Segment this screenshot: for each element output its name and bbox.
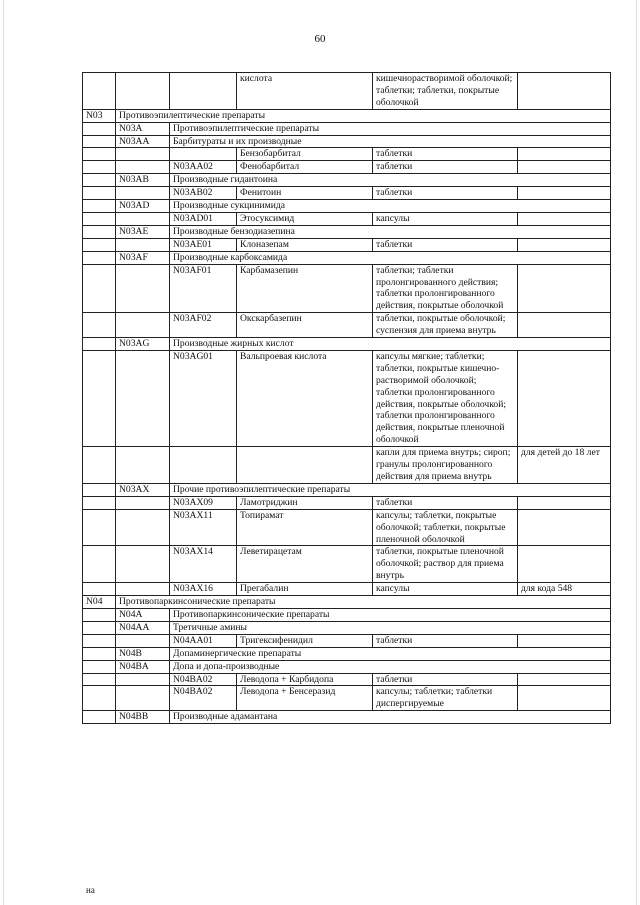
subgroup-code-cell: N03AE	[116, 225, 170, 238]
note-cell: для кода 548	[518, 583, 611, 596]
table-cell	[83, 122, 116, 135]
subgroup-title-cell: Допаминергические препараты	[170, 647, 611, 660]
table-row	[83, 711, 611, 724]
subgroup-title-cell: Допа и допа-производные	[170, 660, 611, 673]
table-row	[83, 621, 611, 634]
table-cell	[116, 496, 170, 509]
table-cell	[116, 673, 170, 686]
note-cell	[518, 187, 611, 200]
scan-edge-right	[636, 0, 637, 905]
table-cell	[83, 135, 116, 148]
subgroup-code-cell: N03AA	[116, 135, 170, 148]
note-cell: для детей до 18 лет	[518, 447, 611, 484]
note-cell	[518, 73, 611, 110]
table-cell	[116, 161, 170, 174]
table-row	[83, 546, 611, 583]
table-cell	[83, 496, 116, 509]
note-cell	[518, 509, 611, 546]
subgroup-title-cell: Прочие противоэпилептические препараты	[170, 483, 611, 496]
atc-code-cell: N03AG01	[170, 350, 237, 446]
drug-name-cell: Этосуксимид	[237, 212, 373, 225]
note-cell	[518, 686, 611, 711]
table-row	[83, 135, 611, 148]
table-cell	[83, 509, 116, 546]
table-row	[83, 212, 611, 225]
table-cell	[83, 212, 116, 225]
table-cell	[83, 313, 116, 338]
atc-code-cell: N03AX14	[170, 546, 237, 583]
drug-name-cell: Фенобарбитал	[237, 161, 373, 174]
table-cell	[83, 621, 116, 634]
drug-name-cell: Леветирацетам	[237, 546, 373, 583]
table-cell	[116, 212, 170, 225]
table-cell	[116, 313, 170, 338]
dosage-form-cell: капсулы мягкие; таблетки; таблетки, покрытые кишечно-растворимой оболочкой; таблетки пролонгированного действия, покрытые оболочкой; таблетки пролонгированного действия, покрытые пленочной оболочкой	[373, 350, 518, 446]
subgroup-title-cell: Производные сукцинимида	[170, 200, 611, 213]
drug-name-cell: Вальпроевая кислота	[237, 350, 373, 446]
dosage-form-cell: таблетки	[373, 187, 518, 200]
subgroup-title-cell: Производные жирных кислот	[170, 338, 611, 351]
table-row	[83, 73, 611, 110]
drug-name-cell: Леводопа + Карбидопа	[237, 673, 373, 686]
table-row	[83, 447, 611, 484]
atc-code-cell: N03AF02	[170, 313, 237, 338]
table-row	[83, 148, 611, 161]
table-cell	[83, 634, 116, 647]
table-cell	[83, 660, 116, 673]
table-row	[83, 608, 611, 621]
subgroup-code-cell: N04A	[116, 608, 170, 621]
group-code-cell: N04	[83, 596, 116, 609]
drug-name-cell: Бензобарбитал	[237, 148, 373, 161]
table-row	[83, 264, 611, 313]
dosage-form-cell: таблетки	[373, 161, 518, 174]
note-cell	[518, 546, 611, 583]
atc-code-cell: N03AF01	[170, 264, 237, 313]
table-cell	[83, 546, 116, 583]
atc-code-cell	[170, 148, 237, 161]
atc-code-cell: N04BA02	[170, 673, 237, 686]
table-cell	[83, 200, 116, 213]
dosage-form-cell: таблетки	[373, 673, 518, 686]
table-row	[83, 200, 611, 213]
atc-code-cell: N03AX16	[170, 583, 237, 596]
subgroup-title-cell: Производные карбоксамида	[170, 251, 611, 264]
table-cell	[83, 161, 116, 174]
table-cell	[83, 338, 116, 351]
subgroup-title-cell: Производные бензодиазепина	[170, 225, 611, 238]
table-row	[83, 673, 611, 686]
drug-name-cell: Фенитоин	[237, 187, 373, 200]
table-cell	[116, 238, 170, 251]
table-row	[83, 338, 611, 351]
note-cell	[518, 496, 611, 509]
subgroup-title-cell: Производные адамантана	[170, 711, 611, 724]
table-row	[83, 225, 611, 238]
table-row	[83, 161, 611, 174]
drug-name-cell: Прегабалин	[237, 583, 373, 596]
atc-code-cell: N03AD01	[170, 212, 237, 225]
page-number: 60	[314, 33, 326, 45]
table-cell	[83, 174, 116, 187]
dosage-form-cell: капсулы	[373, 212, 518, 225]
table-cell	[83, 187, 116, 200]
note-cell	[518, 212, 611, 225]
table-cell	[83, 73, 116, 110]
dosage-form-cell: капсулы; таблетки; таблетки диспергируемые	[373, 686, 518, 711]
note-cell	[518, 350, 611, 446]
table-cell	[116, 73, 170, 110]
table-row	[83, 174, 611, 187]
atc-code-cell: N03AE01	[170, 238, 237, 251]
atc-code-cell: N04AA01	[170, 634, 237, 647]
table-cell	[83, 447, 116, 484]
group-title-cell: Противоэпилептические препараты	[116, 109, 611, 122]
drug-name-cell: кислота	[237, 73, 373, 110]
table-row	[83, 350, 611, 446]
table-row	[83, 496, 611, 509]
dosage-form-cell: кишечнорастворимой оболочкой; таблетки; таблетки, покрытые оболочкой	[373, 73, 518, 110]
table-cell	[83, 264, 116, 313]
drug-name-cell: Тригексифенидил	[237, 634, 373, 647]
table-row	[83, 596, 611, 609]
dosage-form-cell: таблетки, покрытые пленочной оболочкой; раствор для приема внутрь	[373, 546, 518, 583]
table-cell	[83, 583, 116, 596]
table-cell	[116, 264, 170, 313]
table-row	[83, 686, 611, 711]
drug-name-cell: Карбамазепин	[237, 264, 373, 313]
note-cell	[518, 264, 611, 313]
drug-name-cell: Клоназепам	[237, 238, 373, 251]
subgroup-code-cell: N03AB	[116, 174, 170, 187]
subgroup-code-cell: N03A	[116, 122, 170, 135]
table-cell	[83, 711, 116, 724]
table-cell	[83, 608, 116, 621]
scan-edge-left	[3, 0, 4, 905]
table-cell	[116, 187, 170, 200]
atc-code-cell	[170, 73, 237, 110]
drug-classification-table	[82, 72, 611, 724]
note-cell	[518, 161, 611, 174]
subgroup-title-cell: Противоэпилептические препараты	[170, 122, 611, 135]
drug-name-cell: Леводопа + Бенсеразид	[237, 686, 373, 711]
table-row	[83, 647, 611, 660]
dosage-form-cell: таблетки	[373, 634, 518, 647]
table-cell	[83, 686, 116, 711]
table-cell	[116, 546, 170, 583]
note-cell	[518, 634, 611, 647]
atc-code-cell	[170, 447, 237, 484]
note-cell	[518, 313, 611, 338]
dosage-form-cell: таблетки	[373, 496, 518, 509]
dosage-form-cell: таблетки	[373, 238, 518, 251]
table-cell	[116, 350, 170, 446]
table-cell	[83, 251, 116, 264]
table-row	[83, 109, 611, 122]
table-cell	[83, 350, 116, 446]
table-row	[83, 583, 611, 596]
atc-code-cell: N03AB02	[170, 187, 237, 200]
atc-code-cell: N03AA02	[170, 161, 237, 174]
table-row	[83, 238, 611, 251]
table-row	[83, 313, 611, 338]
atc-code-cell: N03AX09	[170, 496, 237, 509]
dosage-form-cell: таблетки; таблетки пролонгированного действия; таблетки пролонгированного действия, покрытые оболочкой	[373, 264, 518, 313]
table-row	[83, 483, 611, 496]
subgroup-title-cell: Противопаркинсонические препараты	[170, 608, 611, 621]
table-row	[83, 187, 611, 200]
subgroup-code-cell: N04B	[116, 647, 170, 660]
table-cell	[116, 148, 170, 161]
group-code-cell: N03	[83, 109, 116, 122]
note-cell	[518, 673, 611, 686]
subgroup-title-cell: Третичные амины	[170, 621, 611, 634]
table-cell	[83, 148, 116, 161]
table-cell	[116, 583, 170, 596]
drug-name-cell: Окскарбазепин	[237, 313, 373, 338]
table-row	[83, 660, 611, 673]
subgroup-code-cell: N03AX	[116, 483, 170, 496]
drug-name-cell	[237, 447, 373, 484]
dosage-form-cell: капли для приема внутрь; сироп; гранулы пролонгированного действия для приема внутрь	[373, 447, 518, 484]
note-cell	[518, 148, 611, 161]
table-cell	[116, 509, 170, 546]
table-cell	[83, 483, 116, 496]
drug-name-cell: Ламотриджин	[237, 496, 373, 509]
table-cell	[116, 634, 170, 647]
atc-code-cell: N03AX11	[170, 509, 237, 546]
table-cell	[83, 238, 116, 251]
subgroup-title-cell: Производные гидантоина	[170, 174, 611, 187]
atc-code-cell: N04BA02	[170, 686, 237, 711]
dosage-form-cell: таблетки	[373, 148, 518, 161]
dosage-form-cell: капсулы	[373, 583, 518, 596]
subgroup-code-cell: N04BB	[116, 711, 170, 724]
table-row	[83, 251, 611, 264]
table-cell	[116, 447, 170, 484]
subgroup-code-cell: N03AD	[116, 200, 170, 213]
dosage-form-cell: капсулы; таблетки, покрытые оболочкой; таблетки, покрытые пленочной оболочкой	[373, 509, 518, 546]
dosage-form-cell: таблетки, покрытые оболочкой; суспензия для приема внутрь	[373, 313, 518, 338]
table-cell	[83, 673, 116, 686]
subgroup-code-cell: N03AG	[116, 338, 170, 351]
subgroup-code-cell: N04AA	[116, 621, 170, 634]
note-cell	[518, 238, 611, 251]
table-row	[83, 509, 611, 546]
footer-note: на	[86, 885, 95, 895]
table-row	[83, 122, 611, 135]
drug-name-cell: Топирамат	[237, 509, 373, 546]
subgroup-title-cell: Барбитураты и их производные	[170, 135, 611, 148]
table-cell	[116, 686, 170, 711]
group-title-cell: Противопаркинсонические препараты	[116, 596, 611, 609]
table-cell	[83, 225, 116, 238]
subgroup-code-cell: N04BA	[116, 660, 170, 673]
table-row	[83, 634, 611, 647]
table-cell	[83, 647, 116, 660]
subgroup-code-cell: N03AF	[116, 251, 170, 264]
